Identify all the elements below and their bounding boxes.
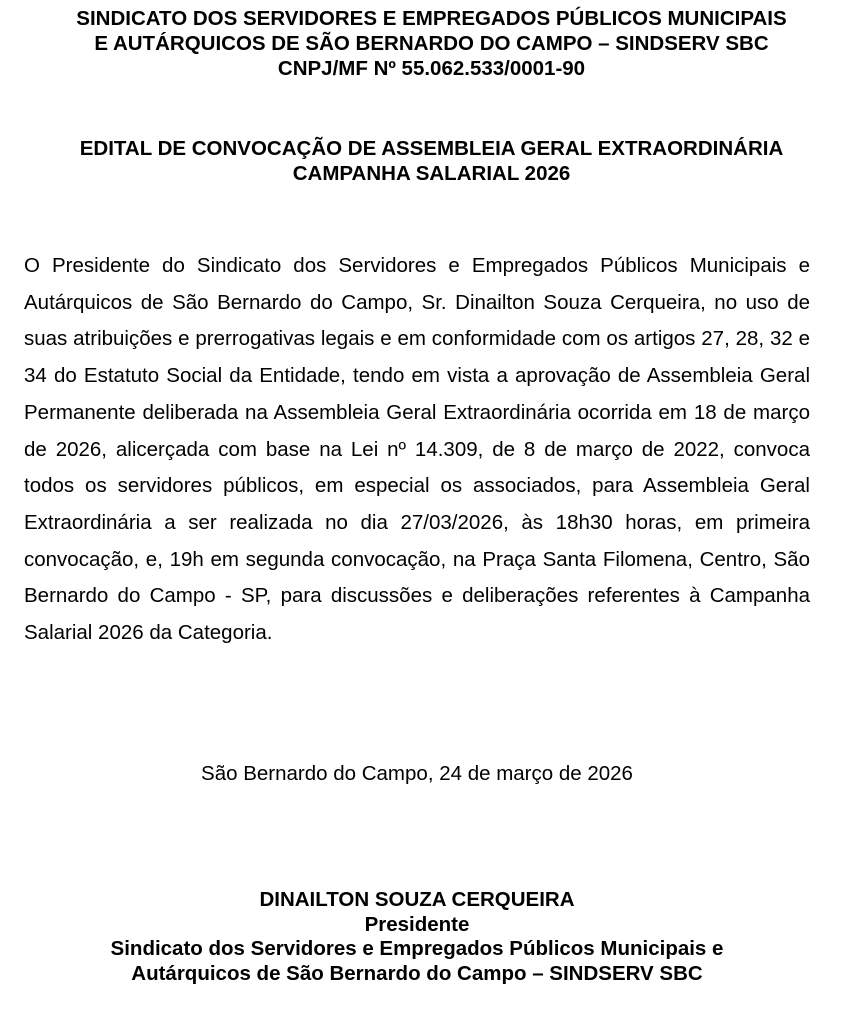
document-title: [0, 136, 863, 186]
document-header: [0, 6, 863, 81]
place-and-date: São Bernardo do Campo, 24 de março de 2026: [201, 762, 633, 785]
signatory-org-line1: Sindicato dos Servidores e Empregados Públicos Municipais e: [110, 937, 724, 960]
body-paragraph: O Presidente do Sindicato dos Servidores e Empregados Públicos Municipais e Autárquicos de São Bernardo do Campo, Sr. Dinailton Souza Cerqueira, no uso de suas atribuições e prerrogativas legais e em conformidade com os artigos 27, 28, 32 e 34 do Estatuto Social da Entidade, tendo em vista a aprovação de Assembleia Geral Permanente deliberada na Assembleia Geral Extraordinária ocorrida em 18 de março de 2026, alicerçada com base na Lei nº 14.309, de 8 de março de 2022, convoca todos os servidores públicos, em especial os associados, para Assembleia Geral Extraordinária a ser realizada no dia 27/03/2026, às 18h30 horas, em primeira convocação, e, 19h em segunda convocação, na Praça Santa Filomena, Centro, São Bernardo do Campo - SP, para discussões e deliberações referentes à Campanha Salarial 2026 da Categoria.: [24, 254, 810, 645]
signatory-org-line2: Autárquicos de São Bernardo do Campo – SINDSERV SBC: [131, 961, 703, 985]
title-line1: EDITAL DE CONVOCAÇÃO DE ASSEMBLEIA GERAL EXTRAORDINÁRIA: [79, 137, 784, 160]
header-union-name-line2: E AUTÁRQUICOS DE SÃO BERNARDO DO CAMPO – SINDSERV SBC: [94, 32, 769, 55]
title-line2: CAMPANHA SALARIAL 2026: [292, 162, 571, 185]
signature-block: [0, 888, 834, 986]
header-cnpj: CNPJ/MF Nº 55.062.533/0001-90: [277, 57, 586, 80]
signatory-name: DINAILTON SOUZA CERQUEIRA: [259, 888, 575, 911]
header-union-name-line1: SINDICATO DOS SERVIDORES E EMPREGADOS PÚBLICOS MUNICIPAIS: [76, 7, 787, 30]
signatory-role: Presidente: [364, 912, 470, 936]
